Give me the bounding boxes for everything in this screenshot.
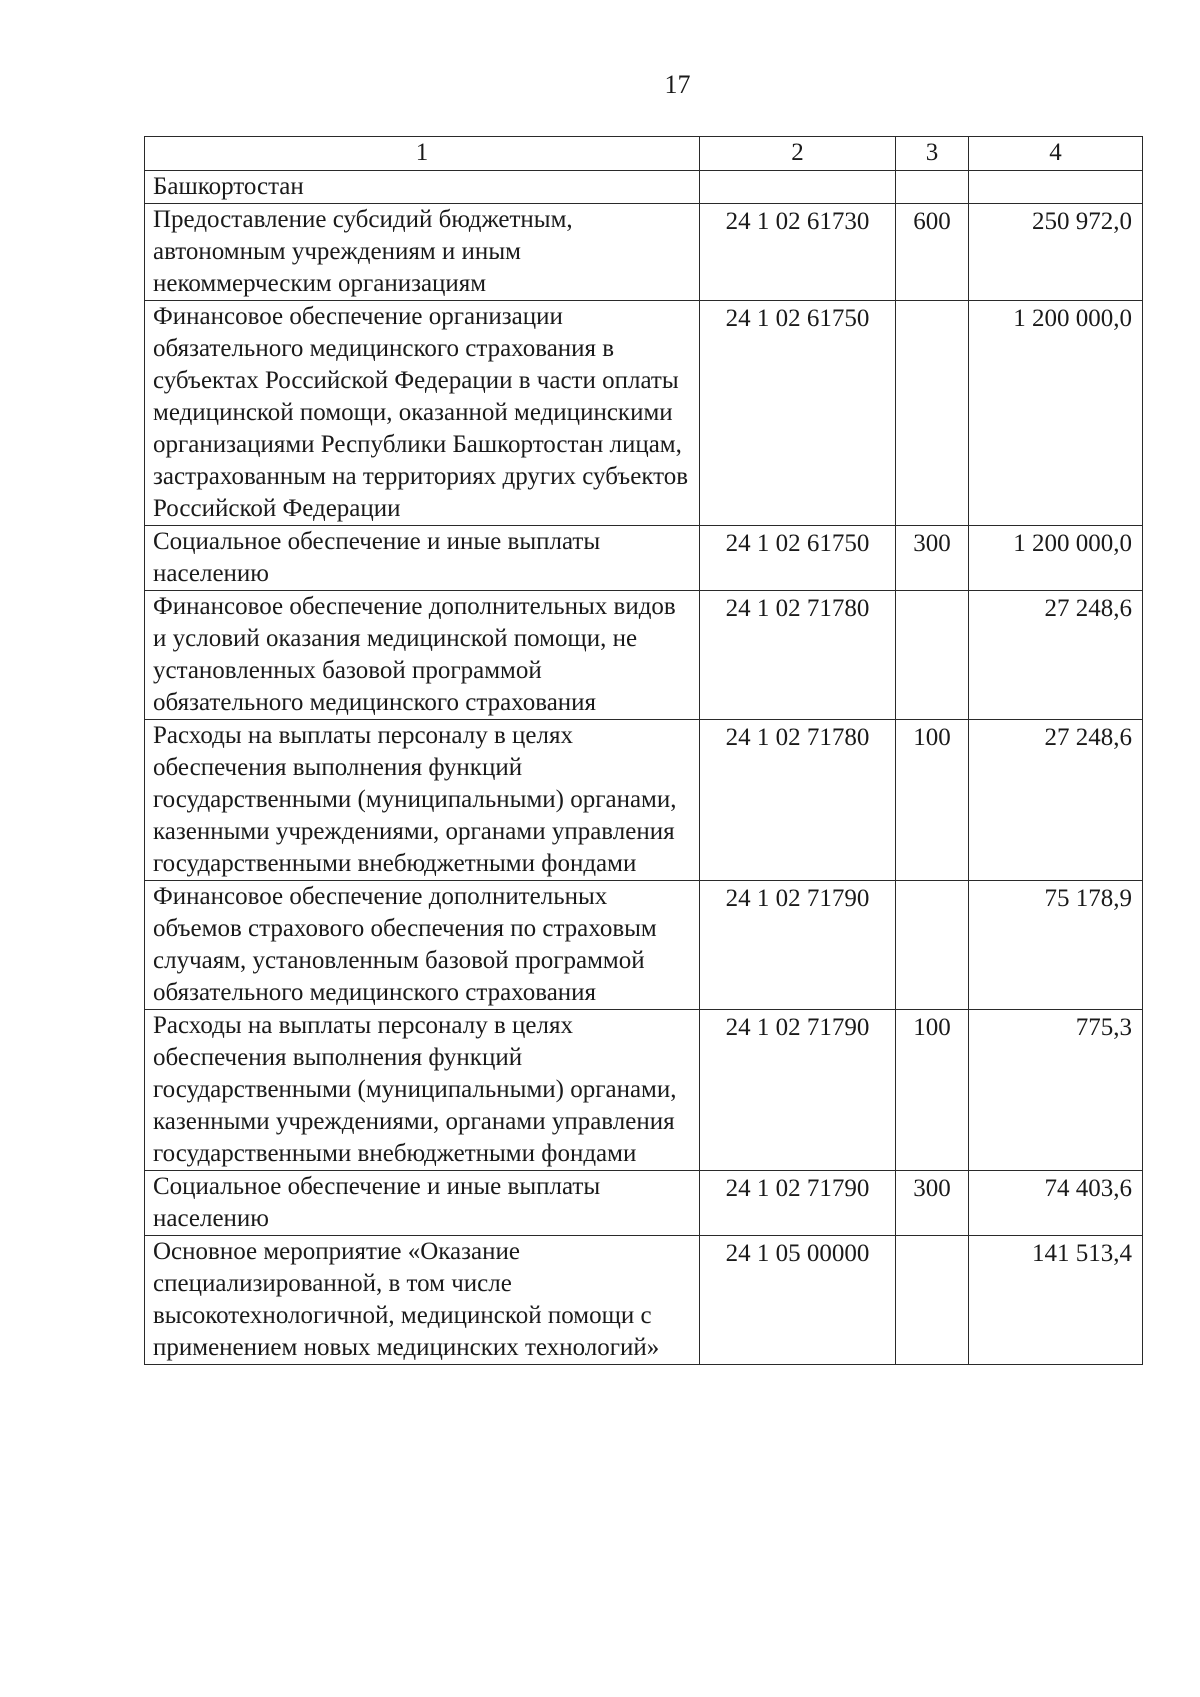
row-amount: 250 972,0	[969, 204, 1143, 301]
row-description: Финансовое обеспечение организации обязательного медицинского страхования в субъектах Российской Федерации в части оплаты медицинской помощи, оказанной медицинскими организациями Республики Башкортостан лицам, застрахованным на территориях других субъектов Российской Федерации	[145, 301, 700, 526]
row-code: 24 1 02 71790	[700, 1171, 896, 1236]
row-code: 24 1 02 71780	[700, 720, 896, 881]
table-row	[145, 526, 1143, 591]
page-number: 17	[664, 70, 691, 99]
table-row	[145, 1010, 1143, 1171]
row-type	[896, 171, 969, 204]
row-type	[896, 881, 969, 1010]
table-row	[145, 301, 1143, 526]
row-description: Расходы на выплаты персоналу в целях обеспечения выполнения функций государственными (муниципальными) органами, казенными учреждениями, органами управления государственными внебюджетными фондами	[145, 720, 700, 881]
budget-table	[144, 136, 1143, 1365]
row-amount: 141 513,4	[969, 1236, 1143, 1365]
table-row	[145, 204, 1143, 301]
row-amount: 1 200 000,0	[969, 301, 1143, 526]
row-type: 100	[896, 720, 969, 881]
table-row	[145, 720, 1143, 881]
row-type: 600	[896, 204, 969, 301]
header-col-4: 4	[969, 137, 1143, 171]
header-row	[145, 137, 1143, 171]
row-code: 24 1 02 71790	[700, 1010, 896, 1171]
row-type: 300	[896, 1171, 969, 1236]
table-row	[145, 881, 1143, 1010]
table-row	[145, 1236, 1143, 1365]
table-row	[145, 171, 1143, 204]
row-code: 24 1 02 71780	[700, 591, 896, 720]
header-col-1: 1	[145, 137, 700, 171]
row-description: Социальное обеспечение и иные выплаты населению	[145, 526, 700, 591]
row-description: Предоставление субсидий бюджетным, автономным учреждениям и иным некоммерческим организациям	[145, 204, 700, 301]
header-col-3: 3	[896, 137, 969, 171]
row-amount: 775,3	[969, 1010, 1143, 1171]
table-row	[145, 591, 1143, 720]
row-amount: 27 248,6	[969, 591, 1143, 720]
row-code: 24 1 02 61730	[700, 204, 896, 301]
row-description: Расходы на выплаты персоналу в целях обеспечения выполнения функций государственными (муниципальными) органами, казенными учреждениями, органами управления государственными внебюджетными фондами	[145, 1010, 700, 1171]
row-amount: 74 403,6	[969, 1171, 1143, 1236]
row-type: 300	[896, 526, 969, 591]
row-type	[896, 1236, 969, 1365]
row-code: 24 1 05 00000	[700, 1236, 896, 1365]
row-amount	[969, 171, 1143, 204]
header-col-2: 2	[700, 137, 896, 171]
row-amount: 1 200 000,0	[969, 526, 1143, 591]
row-description: Социальное обеспечение и иные выплаты населению	[145, 1171, 700, 1236]
row-description: Башкортостан	[145, 171, 700, 204]
row-amount: 27 248,6	[969, 720, 1143, 881]
row-description: Финансовое обеспечение дополнительных объемов страхового обеспечения по страховым случаям, установленным базовой программой обязательного медицинского страхования	[145, 881, 700, 1010]
table-row	[145, 1171, 1143, 1236]
row-code: 24 1 02 61750	[700, 526, 896, 591]
row-amount: 75 178,9	[969, 881, 1143, 1010]
row-description: Финансовое обеспечение дополнительных видов и условий оказания медицинской помощи, не установленных базовой программой обязательного медицинского страхования	[145, 591, 700, 720]
row-code	[700, 171, 896, 204]
row-code: 24 1 02 61750	[700, 301, 896, 526]
row-type	[896, 301, 969, 526]
row-type	[896, 591, 969, 720]
row-type: 100	[896, 1010, 969, 1171]
row-code: 24 1 02 71790	[700, 881, 896, 1010]
row-description: Основное мероприятие «Оказание специализированной, в том числе высокотехнологичной, медицинской помощи с применением новых медицинских технологий»	[145, 1236, 700, 1365]
